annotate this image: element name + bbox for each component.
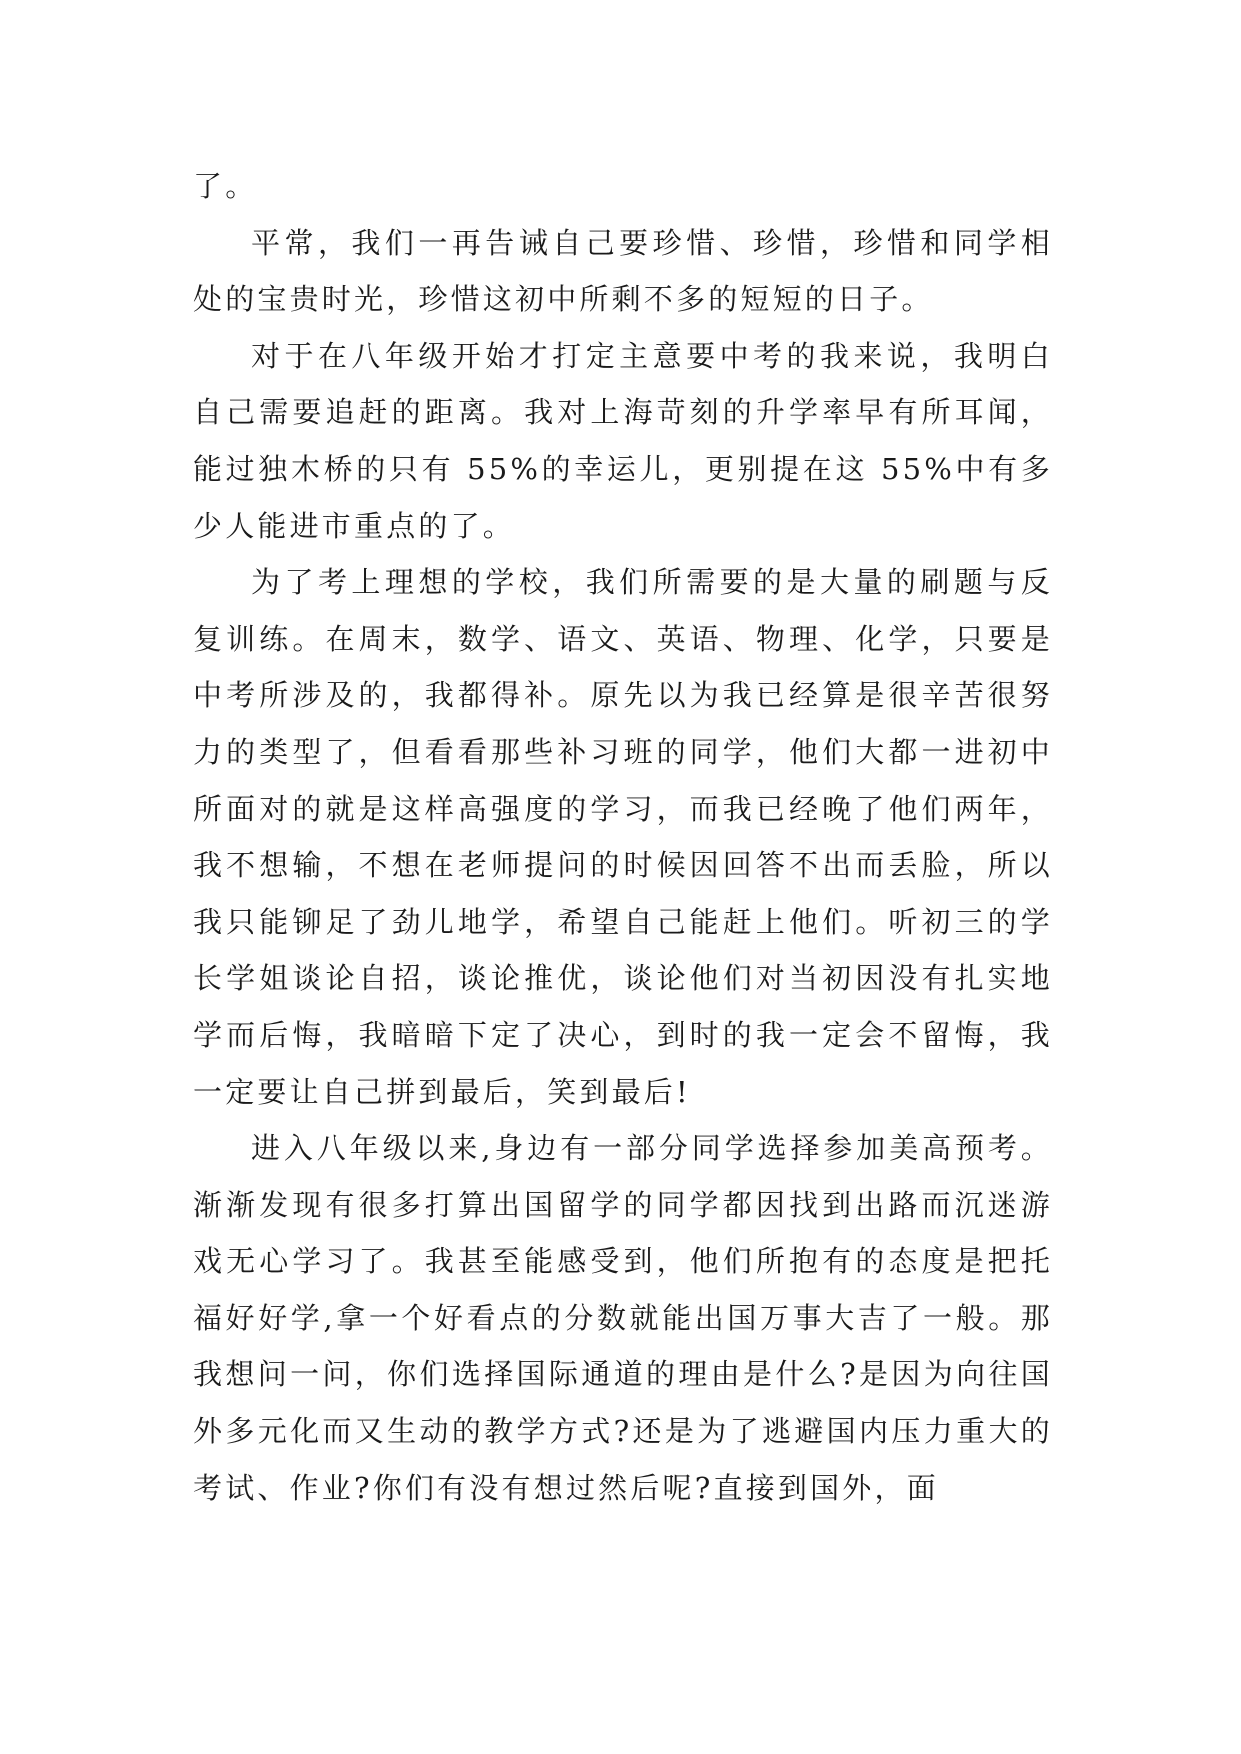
paragraph-5: 进入八年级以来,身边有一部分同学选择参加美高预考。渐渐发现有很多打算出国留学的同学都因找到出路而沉迷游戏无心学习了。我甚至能感受到，他们所抱有的态度是把托福好好学,拿一个好看点的分数就能出国万事大吉了一般。那我想问一问，你们选择国际通道的理由是什么?是因为向往国外多元化而又生动的教学方式?还是为了逃避国内压力重大的考试、作业?你们有没有想过然后呢?直接到国外，面 <box>193 1131 1053 1505</box>
paragraph-4: 为了考上理想的学校，我们所需要的是大量的刷题与反复训练。在周末，数学、语文、英语、物理、化学，只要是中考所涉及的，我都得补。原先以为我已经算是很辛苦很努力的类型了，但看看那些补习班的同学，他们大都一进初中所面对的就是这样高强度的学习，而我已经晚了他们两年，我不想输，不想在老师提问的时候因回答不出而丢脸，所以我只能铆足了劲儿地学，希望自己能赶上他们。听初三的学长学姐谈论自招，谈论推优，谈论他们对当初因没有扎实地学而后悔，我暗暗下定了决心，到时的我一定会不留悔，我一定要让自己拼到最后，笑到最后! <box>193 565 1053 1109</box>
paragraph-3: 对于在八年级开始才打定主意要中考的我来说，我明白自己需要追赶的距离。我对上海苛刻的升学率早有所耳闻，能过独木桥的只有 55%的幸运儿，更别提在这 55%中有多少人能进市重点的了。 <box>193 338 1053 543</box>
paragraph-2: 平常，我们一再告诫自己要珍惜、珍惜，珍惜和同学相处的宝贵时光，珍惜这初中所剩不多的短短的日子。 <box>193 225 1053 317</box>
body-text <box>193 158 1053 1516</box>
paragraph-1: 了。 <box>193 169 258 203</box>
